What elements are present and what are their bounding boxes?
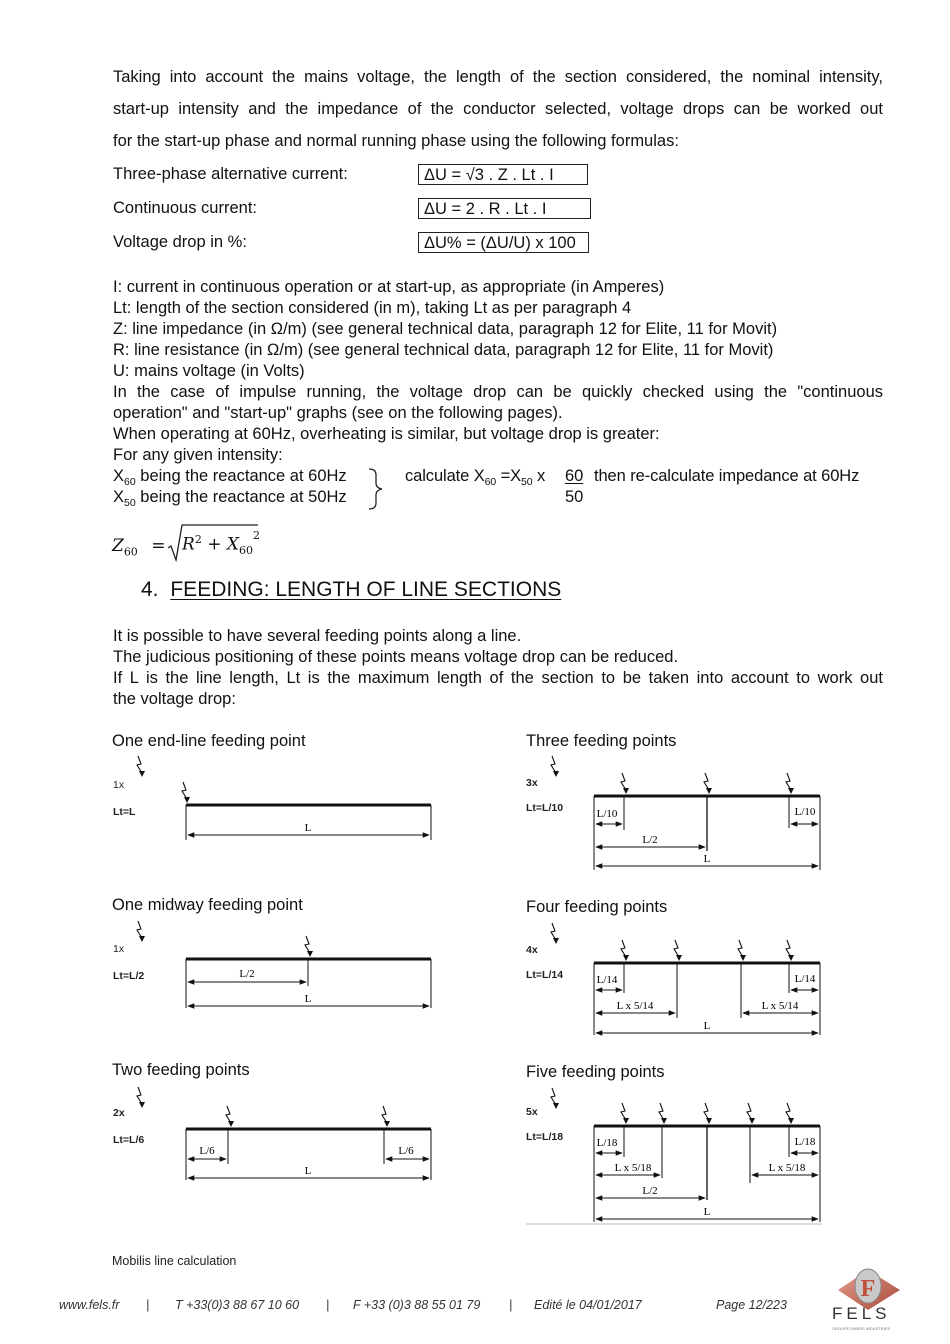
footer-phone: T +33(0)3 88 67 10 60 bbox=[175, 1298, 300, 1312]
diagram-one-end bbox=[182, 782, 431, 840]
equals-sign: = bbox=[151, 536, 166, 556]
section-body-line-3: If L is the line length, Lt is the maximum length of the section to be taken into account to work out bbox=[113, 669, 883, 687]
impulse-line-1: In the case of impulse running, the voltage drop can be quickly checked using the "continuous bbox=[113, 383, 883, 401]
lt-label-one-end: Lt=L bbox=[113, 806, 136, 818]
legend-bolt-icon-one-mid bbox=[137, 921, 145, 942]
diagram-title-one-end: One end-line feeding point bbox=[112, 732, 306, 750]
z-symbol: Z bbox=[112, 536, 124, 556]
x-exponent: 2 bbox=[252, 529, 260, 542]
svg-text:L x 5/14: L x 5/14 bbox=[761, 1000, 799, 1012]
footer-edited-date: Edité le 04/01/2017 bbox=[534, 1298, 642, 1312]
section-body-line-2: The judicious positioning of these points means voltage drop can be reduced. bbox=[113, 648, 679, 666]
lt-label-three: Lt=L/10 bbox=[526, 802, 564, 814]
count-label-two: 2x bbox=[113, 1107, 125, 1119]
plus-sign: + bbox=[207, 534, 222, 555]
lt-label-one-mid: Lt=L/2 bbox=[113, 970, 145, 982]
formula-label-percent: Voltage drop in %: bbox=[113, 233, 247, 251]
svg-text:F: F bbox=[860, 1276, 876, 1302]
fraction-denominator: 50 bbox=[565, 488, 584, 506]
x50-subscript: 50 bbox=[124, 497, 136, 509]
lt-label-five: Lt=L/18 bbox=[526, 1131, 564, 1143]
x-subscript: 60 bbox=[238, 544, 253, 558]
section-title: FEEDING: LENGTH OF LINE SECTIONS bbox=[170, 578, 562, 601]
section-body-line-1: It is possible to have several feeding points along a line. bbox=[113, 627, 522, 645]
svg-text:L: L bbox=[304, 993, 312, 1005]
footer-fax: F +33 (0)3 88 55 01 79 bbox=[353, 1298, 481, 1312]
frequency-line-1: When operating at 60Hz, overheating is similar, but voltage drop is greater: bbox=[113, 425, 660, 443]
legend-bolt-icon-two bbox=[137, 1087, 145, 1108]
intro-line-1: Taking into account the mains voltage, the length of the section considered, the nominal intensity, bbox=[113, 68, 883, 86]
x50-text: being the reactance at 50Hz bbox=[135, 488, 347, 506]
diagram-four bbox=[594, 940, 820, 1035]
r-symbol: R bbox=[182, 534, 195, 555]
diagram-title-four: Four feeding points bbox=[526, 898, 668, 916]
definition-current: I: current in continuous operation or at start-up, as appropriate (in Amperes) bbox=[113, 278, 665, 296]
diagram-title-five: Five feeding points bbox=[526, 1063, 665, 1081]
fels-logo-text: FELS bbox=[832, 1304, 891, 1323]
svg-text:L/2: L/2 bbox=[642, 834, 658, 846]
svg-text:L: L bbox=[703, 1020, 711, 1032]
calc-times: x bbox=[532, 467, 546, 485]
z-subscript: 60 bbox=[123, 545, 138, 559]
svg-text:L/2: L/2 bbox=[239, 968, 255, 980]
diagram-three bbox=[594, 773, 820, 870]
fraction-numerator: 60 bbox=[565, 467, 584, 485]
svg-text:L x 5/14: L x 5/14 bbox=[616, 1000, 654, 1012]
section-body-line-4: the voltage drop: bbox=[113, 690, 236, 708]
lt-label-four: Lt=L/14 bbox=[526, 969, 564, 981]
svg-text:L: L bbox=[304, 1165, 312, 1177]
count-label-one-end: 1x bbox=[113, 779, 125, 791]
legend-bolt-icon-one-end bbox=[137, 756, 145, 777]
svg-text:L: L bbox=[703, 1206, 711, 1218]
legend-bolt-icon-three bbox=[551, 756, 559, 777]
calc-subscript-60: 60 bbox=[484, 476, 497, 488]
x60-text: being the reactance at 60Hz bbox=[135, 467, 347, 485]
fels-logo-tagline: GROUPE FABRIS INDUSTRIES bbox=[832, 1326, 891, 1331]
count-label-four: 4x bbox=[526, 944, 538, 956]
svg-text:L/14: L/14 bbox=[596, 974, 618, 986]
diagram-two bbox=[186, 1106, 431, 1180]
formula-box-continuous: ΔU = 2 . R . Lt . I bbox=[418, 198, 591, 219]
dim-L: L bbox=[304, 822, 312, 834]
impulse-line-2: operation" and "start-up" graphs (see on the following pages). bbox=[113, 404, 563, 422]
definition-length: Lt: length of the section considered (in m), taking Lt as per paragraph 4 bbox=[113, 299, 632, 317]
fels-logo bbox=[828, 1266, 908, 1336]
lt-label-two: Lt=L/6 bbox=[113, 1134, 145, 1146]
formula-box-percent: ΔU% = (ΔU/U) x 100 bbox=[418, 232, 589, 253]
x60-subscript: 60 bbox=[124, 476, 136, 488]
svg-text:L/10: L/10 bbox=[794, 806, 816, 818]
calc-prefix: calculate X bbox=[405, 467, 485, 485]
diagram-title-three: Three feeding points bbox=[526, 732, 677, 750]
svg-text:L x 5/18: L x 5/18 bbox=[614, 1162, 652, 1174]
diagram-title-two: Two feeding points bbox=[112, 1061, 250, 1079]
diagram-five bbox=[526, 1103, 822, 1224]
count-label-one-mid: 1x bbox=[113, 943, 125, 955]
r-exponent: 2 bbox=[194, 533, 202, 546]
count-label-three: 3x bbox=[526, 777, 538, 789]
svg-text:L/6: L/6 bbox=[199, 1145, 215, 1157]
formula-label-three-phase: Three-phase alternative current: bbox=[113, 165, 348, 183]
diagram-title-one-mid: One midway feeding point bbox=[112, 896, 303, 914]
legend-bolt-icon-four bbox=[551, 923, 559, 944]
x50-symbol: X bbox=[113, 488, 125, 506]
intro-line-3: for the start-up phase and normal running phase using the following formulas: bbox=[113, 132, 679, 150]
x-symbol: X bbox=[226, 534, 239, 555]
x60-symbol: X bbox=[113, 467, 125, 485]
svg-text:L x 5/18: L x 5/18 bbox=[768, 1162, 806, 1174]
svg-text:L/18: L/18 bbox=[596, 1137, 618, 1149]
frequency-line-2: For any given intensity: bbox=[113, 446, 283, 464]
diagram-one-mid bbox=[186, 936, 431, 1008]
legend-bolt-icon-five bbox=[551, 1088, 559, 1109]
calc-equals: =X bbox=[496, 467, 522, 485]
footer-page-number: Page 12/223 bbox=[716, 1298, 787, 1312]
footer-separator: | bbox=[146, 1298, 150, 1312]
footer-website[interactable]: www.fels.fr bbox=[59, 1298, 120, 1312]
footer-separator: | bbox=[509, 1298, 513, 1312]
svg-text:L/2: L/2 bbox=[642, 1185, 658, 1197]
definition-impedance: Z: line impedance (in Ω/m) (see general technical data, paragraph 12 for Elite, 11 for Movit) bbox=[113, 320, 778, 338]
svg-text:L/14: L/14 bbox=[794, 973, 816, 985]
formula-label-continuous: Continuous current: bbox=[113, 199, 257, 217]
svg-text:L/18: L/18 bbox=[794, 1136, 816, 1148]
definition-voltage: U: mains voltage (in Volts) bbox=[113, 362, 305, 380]
section-number: 4. bbox=[141, 578, 159, 601]
footer-separator: | bbox=[326, 1298, 330, 1312]
document-title: Mobilis line calculation bbox=[112, 1254, 237, 1268]
definition-resistance: R: line resistance (in Ω/m) (see general technical data, paragraph 12 for Elite, 11 for Movit) bbox=[113, 341, 774, 359]
formula-box-three-phase: ΔU = √3 . Z . Lt . I bbox=[418, 164, 588, 185]
calc-subscript-50: 50 bbox=[521, 476, 533, 488]
count-label-five: 5x bbox=[526, 1106, 538, 1118]
svg-text:L/10: L/10 bbox=[596, 808, 618, 820]
svg-text:L/6: L/6 bbox=[398, 1145, 414, 1157]
calc-suffix: then re-calculate impedance at 60Hz bbox=[594, 467, 860, 485]
svg-text:L: L bbox=[703, 853, 711, 865]
intro-line-2: start-up intensity and the impedance of the conductor selected, voltage drops can be worked out bbox=[113, 100, 883, 118]
